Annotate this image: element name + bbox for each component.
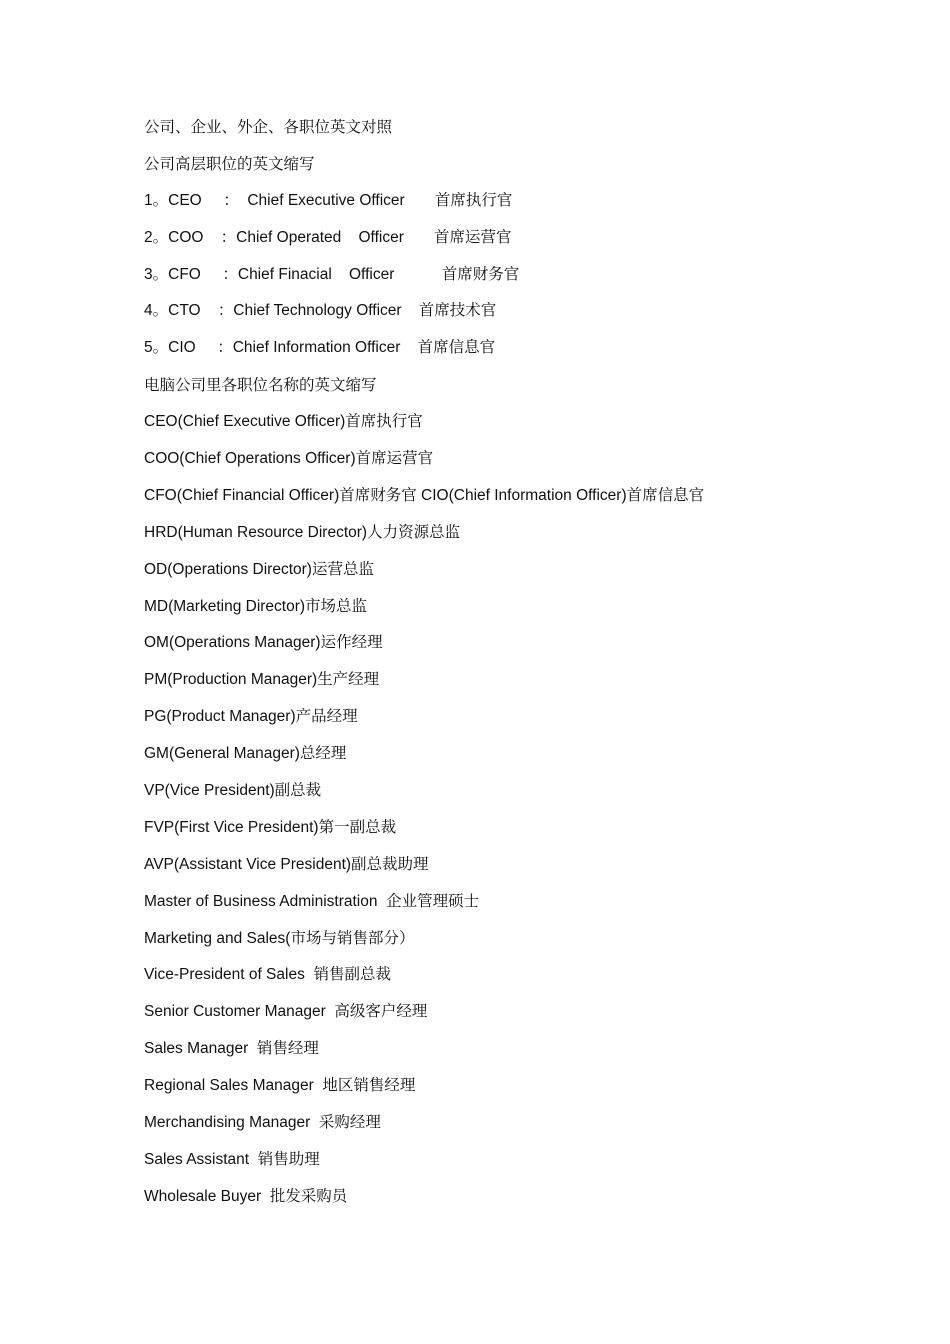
position-line: Vice-President of Sales 销售副总裁: [144, 966, 391, 984]
position-line: PM(Production Manager)生产经理: [144, 671, 380, 689]
position-line: VP(Vice President)副总裁: [144, 782, 322, 800]
position-line: Marketing and Sales(市场与销售部分）: [144, 929, 415, 947]
position-line: OM(Operations Manager)运作经理: [144, 634, 383, 652]
position-line: COO(Chief Operations Officer)首席运营官: [144, 450, 434, 468]
position-line: Master of Business Administration 企业管理硕士: [144, 892, 480, 910]
document-title: 公司、企业、外企、各职位英文对照: [144, 118, 393, 136]
position-line: Sales Assistant 销售助理: [144, 1150, 320, 1168]
numbered-item: 2。COO ：Chief Operated Officer 首席运营官: [144, 228, 512, 246]
section-heading-positions: 电脑公司里各职位名称的英文缩写: [144, 376, 377, 395]
numbered-item: 1。CEO ： Chief Executive Officer 首席执行官: [144, 191, 513, 209]
position-line: Wholesale Buyer 批发采购员: [144, 1187, 348, 1205]
position-line: MD(Marketing Director)市场总监: [144, 597, 368, 615]
position-line: CFO(Chief Financial Officer)首席财务官 CIO(Chief Information Officer)首席信息官: [144, 486, 705, 504]
numbered-item: 5。CIO ：Chief Information Officer 首席信息官: [144, 339, 496, 357]
numbered-item: 3。CFO ：Chief Finacial Officer 首席财务官: [144, 265, 520, 283]
section-heading-executives: 公司高层职位的英文缩写: [144, 154, 315, 173]
position-line: HRD(Human Resource Director)人力资源总监: [144, 523, 461, 541]
position-line: FVP(First Vice President)第一副总裁: [144, 818, 397, 836]
position-line: Senior Customer Manager 高级客户经理: [144, 1003, 428, 1021]
position-line: CEO(Chief Executive Officer)首席执行官: [144, 413, 423, 431]
position-line: Merchandising Manager 采购经理: [144, 1114, 381, 1132]
position-line: PG(Product Manager)产品经理: [144, 708, 358, 726]
numbered-item: 4。CTO ：Chief Technology Officer 首席技术官: [144, 302, 497, 320]
position-line: OD(Operations Director)运营总监: [144, 560, 374, 578]
position-line: Sales Manager 销售经理: [144, 1040, 319, 1058]
document-body: [144, 113, 924, 1220]
position-line: GM(General Manager)总经理: [144, 745, 347, 763]
position-line: Regional Sales Manager 地区销售经理: [144, 1077, 416, 1095]
position-line: AVP(Assistant Vice President)副总裁助理: [144, 855, 429, 873]
